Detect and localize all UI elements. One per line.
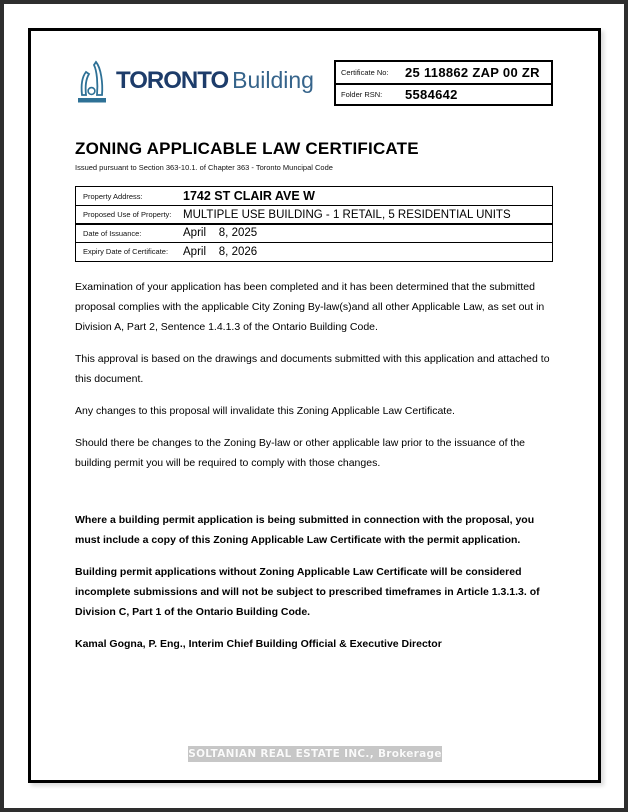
table-row-property-address: [75, 186, 553, 206]
table-row-date-of-issuance: [75, 223, 553, 243]
paragraph-changes-invalidate: Any changes to this proposal will invalidate this Zoning Applicable Law Certificate.: [75, 404, 455, 417]
paragraph-permit-application: Where a building permit application is being submitted in connection with the proposal, you must include a copy of this Zoning Applicable Law Certificate with the permit application.: [75, 513, 535, 546]
title-block: [75, 139, 553, 172]
paragraph-examination: Examination of your application has been completed and it has been determined that the submitted proposal complies with the applicable City Zoning By-law(s)and all other Applicable Law, as set out in Division A, Part 2, Sentence 1.4.1.3 of the Ontario Building Code.: [75, 280, 545, 333]
paragraph-incomplete-submissions: Building permit applications without Zoning Applicable Law Certificate will be considered incomplete submissions and will not be subject to prescribed timeframes in Article 1.3.1.3. of Division C, Part 1 of the Ontario Building Code.: [75, 565, 540, 618]
folder-rsn-row: [336, 83, 551, 104]
property-address-label: Property Address:: [83, 191, 143, 201]
date-of-issuance-label: Date of Issuance:: [83, 228, 142, 238]
document-subtitle: Issued pursuant to Section 363-10.1. of Chapter 363 - Toronto Muncipal Code: [75, 163, 333, 172]
proposed-use-value: MULTIPLE USE BUILDING - 1 RETAIL, 5 RESIDENTIAL UNITS: [183, 208, 511, 221]
expiry-date-value: April 8, 2026: [183, 245, 258, 258]
paragraph-approval-basis: This approval is based on the drawings and documents submitted with this application and attached to this document.: [75, 352, 550, 385]
table-row-expiry-date: [75, 242, 553, 262]
table-row-proposed-use: [75, 205, 553, 225]
proposed-use-label: Proposed Use of Property:: [83, 210, 172, 219]
logo-word-building: Building: [232, 67, 314, 93]
logo-word-toronto: TORONTO: [116, 67, 229, 94]
certificate-no-value: 25 118862 ZAP 00 ZR: [405, 65, 540, 80]
certificate-page: [28, 28, 601, 783]
signature-line: Kamal Gogna, P. Eng., Interim Chief Building Official & Executive Director: [75, 637, 442, 650]
date-of-issuance-value: April 8, 2025: [183, 227, 258, 239]
toronto-city-hall-icon: [75, 57, 109, 105]
page-header: [75, 57, 553, 106]
certificate-no-label: Certificate No:: [341, 68, 389, 77]
expiry-date-label: Expiry Date of Certificate:: [83, 247, 169, 256]
paragraph-bylaw-changes: Should there be changes to the Zoning By-law or other applicable law prior to the issuance of the building permit you will be required to comply with those changes.: [75, 436, 526, 469]
document-title: ZONING APPLICABLE LAW CERTIFICATE: [75, 139, 419, 158]
property-table: [75, 186, 553, 262]
certificate-no-row: [336, 62, 551, 83]
page-content: [31, 31, 598, 654]
folder-rsn-label: Folder RSN:: [341, 90, 383, 99]
toronto-building-logo: [75, 57, 314, 105]
body-text: [75, 277, 555, 654]
folder-rsn-value: 5584642: [405, 87, 458, 102]
logo-wordmark: [116, 57, 314, 95]
property-address-value: 1742 ST CLAIR AVE W: [183, 189, 315, 203]
watermark: SOLTANIAN REAL ESTATE INC., Brokerage: [188, 748, 442, 760]
certificate-number-box: [334, 60, 553, 106]
